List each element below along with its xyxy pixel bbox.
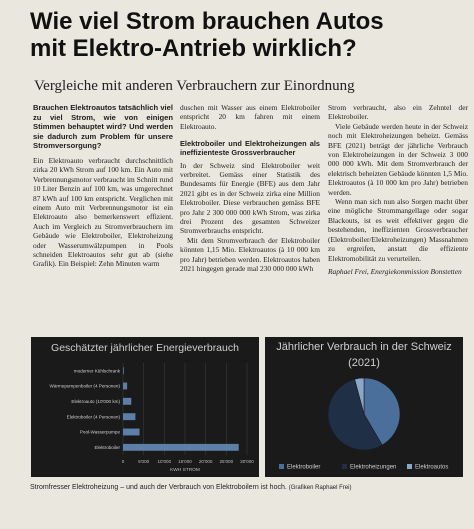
pie-chart — [265, 337, 463, 477]
paragraph: In der Schweiz sind Elektroboiler weit verbreitet. Gemäss einer Statistik des Bundesamts für Energie (BFE) aus dem Jahr 2021 gibt es in der Schweiz zirka eine Million Elektroboiler. Diese verbrauchen gemäss BFE pro Jahr 2 300 000 000 kWh Strom, was zirka drei Prozent des gesamten Schweizer Stromverbrauchs entspricht. — [180, 160, 320, 236]
y-category-label: Wärmepumpenboiler (4 Personen) — [49, 383, 120, 389]
bar — [123, 444, 239, 451]
bar — [123, 383, 127, 390]
x-tick-label: 10'000 — [157, 459, 172, 464]
article-column-3 — [328, 103, 468, 276]
bar — [123, 398, 131, 405]
bar — [123, 367, 124, 374]
paragraph: Strom verbraucht, also ein Zehntel der Elektroboiler. — [328, 103, 468, 122]
lead-paragraph: Brauchen Elektroautos tatsächlich viel zu viel Strom, wie von einigen Stimmen behauptet wird? Und werden sie dadurch zum Problem für unsere Stromversorgung? — [33, 103, 173, 151]
caption-text: Stromfresser Elektroheizung – und auch der Verbrauch von Elektroboilern ist hoch. — [30, 484, 287, 491]
caption-credit: (Grafiken Raphael Frei) — [288, 485, 352, 491]
legend-swatch — [342, 464, 347, 469]
legend-label: Elektroboiler — [287, 464, 321, 471]
x-axis-label: KWH STROM — [170, 468, 200, 473]
bar — [123, 429, 140, 436]
legend-swatch — [407, 464, 412, 469]
bar-chart-svg — [31, 337, 259, 477]
headline — [30, 8, 460, 62]
bar — [123, 413, 135, 420]
chart-title: Geschätzter jährlicher Energieverbrauch — [51, 342, 239, 354]
headline-line-2: mit Elektro-Antrieb wirklich? — [30, 35, 357, 62]
section-subhead: Elektroboiler und Elektroheizungen als ineffizienteste Grossverbraucher — [180, 139, 320, 158]
paragraph: Wenn man sich nun also Sorgen macht über eine mögliche Strommangellage oder sogar Blackouts, ist es weit effektiver gegen die bestehenden, ineffizienten Grossverbraucher (Elektroboiler/Elektroheizungen) Massnahmen zu ergreifen, anstatt die effiziente Elektromobilität zu verurteilen. — [328, 197, 468, 263]
x-tick-label: 20'000 — [198, 459, 213, 464]
pie-chart-svg — [265, 337, 463, 477]
article-column-2 — [180, 103, 320, 274]
y-category-label: Pool-Wasserpumpe — [79, 429, 120, 435]
x-tick-label: 25'000 — [219, 459, 234, 464]
x-tick-label: 5'000 — [138, 459, 150, 464]
y-category-label: Elektroauto (10'000 km) — [71, 399, 120, 405]
legend-label: Elektroautos — [415, 464, 449, 471]
headline-line-1: Wie viel Strom brauchen Autos — [30, 8, 384, 35]
bar-chart — [31, 337, 259, 477]
x-tick-label: 0 — [121, 459, 125, 464]
chart-subtitle: (2021) — [348, 357, 380, 369]
figure-caption — [30, 484, 470, 491]
legend-label: Elektroheizungen — [350, 464, 397, 471]
x-tick-label: 15'000 — [178, 459, 192, 464]
paragraph: Viele Gebäude werden heute in der Schweiz noch mit Elektroheizungen beheizt. Gemäss BFE (2021) beträgt der jährliche Verbrauch von Elektroheizungen in der Schweiz 3 000 000 000 kWh. Mit dem Stromverbrauch der elektrisch beheizten Gebäude könnten 1,5 Mio. Elektroautos (à 10 000 km pro Jahr) betrieben werden. — [328, 121, 468, 197]
paragraph: duschen mit Wasser aus einem Elektroboiler entspricht 20 km fahren mit einem Elektroauto. — [180, 103, 320, 131]
paragraph: Mit dem Stromverbrauch der Elektroboiler könnten 1,15 Mio. Elektroautos (à 10 000 km pro Jahr) betrieben werden. Elektroautos haben 2021 hingegen gerade mal 230 000 000 kWh — [180, 235, 320, 274]
y-category-label: Elektroboiler — [94, 445, 120, 451]
author-credit: Raphael Frei, Energiekommission Bonstetten — [328, 266, 462, 276]
chart-title: Jährlicher Verbrauch in der Schweiz — [276, 341, 452, 353]
article-column-1 — [33, 103, 173, 269]
legend-swatch — [279, 464, 284, 469]
y-category-label: moderner Kühlschrank — [73, 368, 120, 374]
y-category-label: Elektroboiler (4 Personen) — [66, 414, 120, 420]
subtitle: Vergleiche mit anderen Verbrauchern zur Einordnung — [34, 78, 355, 94]
paragraph: Ein Elektroauto verbraucht durchschnittlich zirka 20 kWh Strom auf 100 km. Ein Auto mit Verbrennungsmotor verbraucht im Schnitt rund 10 Liter Benzin auf 100 km, was umgerechnet 87 kWh auf 100 km entspricht. Verglichen mit einem Auto mit Verbrennungsmotor ist ein Elektroauto also bemerkenswert effizient. Auch im Vergleich zu Stromverbrauchern im Gebäude wie Elektroboiler, Elektroheizung oder Wasserumwälzpumpen in Pools schneiden Elektroautos sehr gut ab (siehe Grafik). Ein Beispiel: Zehn Minuten warm — [33, 155, 173, 269]
x-tick-label: 30'000 — [240, 459, 254, 464]
